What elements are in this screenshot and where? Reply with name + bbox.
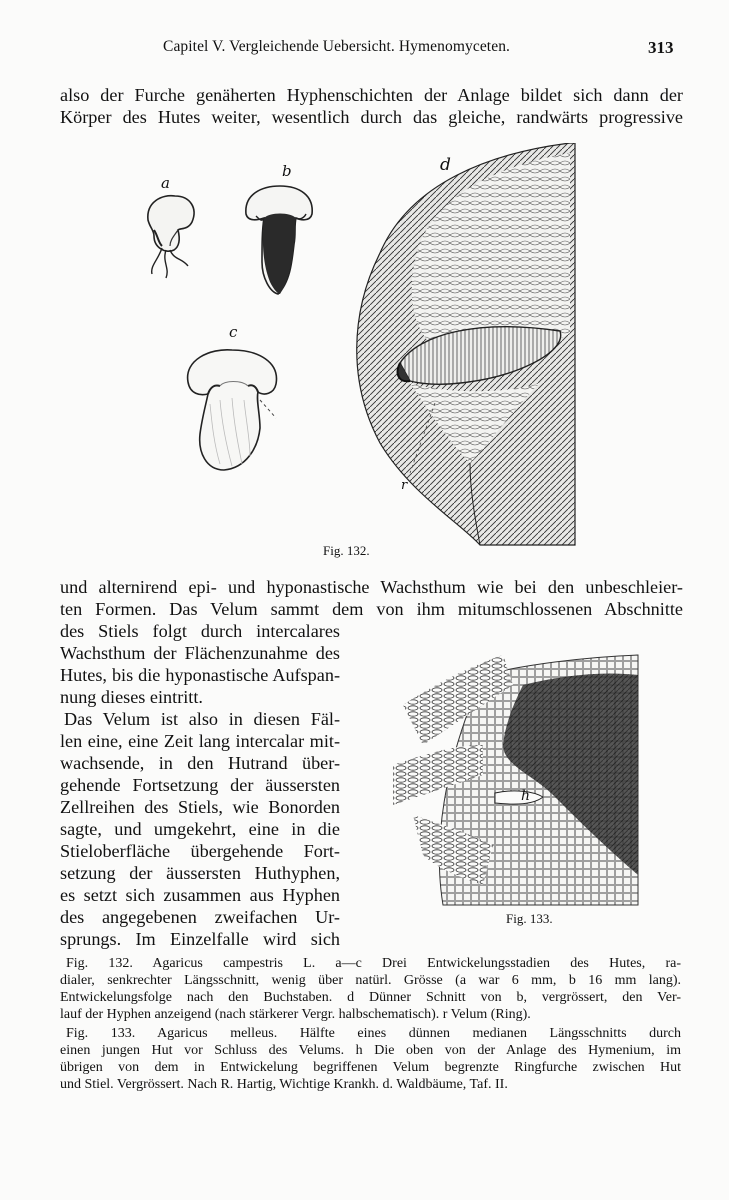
body-line: wachsende, in den Hutrand über- xyxy=(60,753,340,773)
mushroom-stage-b-drawing xyxy=(240,182,320,302)
body-line: sagte, und umgekehrt, eine in die xyxy=(60,819,340,839)
fig-label-d: d xyxy=(440,155,451,175)
fig-label-b: b xyxy=(282,162,292,180)
body-line: nung dieses eintritt. xyxy=(60,687,203,707)
figure-133-label: Fig. 133. xyxy=(506,911,553,926)
body-line: des Stiels folgt durch intercalares xyxy=(60,621,340,641)
caption-line: und Stiel. Vergrössert. Nach R. Hartig, Wichtige Krankh. d. Waldbäume, Taf. II. xyxy=(60,1077,508,1092)
caption-line: Fig. 132. Agaricus campestris L. a—c Drei Entwickelungsstadien des Hutes, ra- xyxy=(66,956,681,971)
body-line: Wachsthum der Flächenzunahme des xyxy=(60,643,340,663)
body-line: und alternirend epi- und hyponastische Wachsthum wie bei den unbeschleier- xyxy=(60,577,683,597)
body-line: also der Furche genäherten Hyphenschichten der Anlage bildet sich dann der xyxy=(60,85,683,105)
body-line: ten Formen. Das Velum sammt dem von ihm mitumschlossenen Abschnitte xyxy=(60,599,683,619)
body-line: Zellreihen des Stiels, wie Bonorden xyxy=(60,797,340,817)
body-line: des angegebenen zweifachen Ur- xyxy=(60,907,340,927)
body-line: Körper des Hutes weiter, wesentlich durch das gleiche, randwärts progressive xyxy=(60,107,683,127)
fig-label-a: a xyxy=(161,174,170,192)
caption-line: einen jungen Hut vor Schluss des Velums. h Die oben von der Anlage des Hymenium, im xyxy=(60,1043,681,1058)
body-line: gehende Fortsetzung der äussersten xyxy=(60,775,340,795)
page-number: 313 xyxy=(648,38,674,57)
body-line: sprungs. Im Einzelfalle wird sich xyxy=(60,929,340,949)
caption-line: Fig. 133. Agaricus melleus. Hälfte eines dünnen medianen Längsschnitts durch xyxy=(66,1026,681,1041)
caption-line: übrigen von dem in Entwickelung begriffenen Velum begrenzte Ringfurche zwischen Hut xyxy=(60,1060,681,1075)
mushroom-stage-c-drawing xyxy=(180,344,290,474)
body-line: setzung der äussersten Huthyphen, xyxy=(60,863,340,883)
fig-label-h: h xyxy=(521,788,531,804)
velum-section-drawing xyxy=(383,645,641,907)
caption-line: Entwickelungsfolge nach den Buchstaben. d Dünner Schnitt von b, vergrössert, den Ver- xyxy=(60,990,681,1005)
caption-line: dialer, senkrechter Längsschnitt, wenig über natürl. Grösse (a war 6 mm, b 16 mm lang). xyxy=(60,973,681,988)
running-header: Capitel V. Vergleichende Uebersicht. Hymenomyceten. xyxy=(163,38,511,55)
figure-132-label: Fig. 132. xyxy=(323,543,370,558)
mushroom-stage-a-drawing xyxy=(140,190,210,285)
hyphae-section-drawing xyxy=(340,143,580,548)
fig-label-c: c xyxy=(229,323,238,341)
body-line: Stieloberfläche übergehende Fort- xyxy=(60,841,340,861)
body-line: len eine, eine Zeit lang intercalar mit- xyxy=(60,731,340,751)
body-line: Das Velum ist also in diesen Fäl- xyxy=(64,709,340,729)
body-line: Hutes, bis die hyponastische Aufspan- xyxy=(60,665,340,685)
body-line: es setzt sich zusammen aus Hyphen xyxy=(60,885,340,905)
fig-label-r: r xyxy=(401,478,408,493)
caption-line: lauf der Hyphen anzeigend (nach stärkerer Vergr. halbschematisch). r Velum (Ring). xyxy=(60,1007,531,1022)
